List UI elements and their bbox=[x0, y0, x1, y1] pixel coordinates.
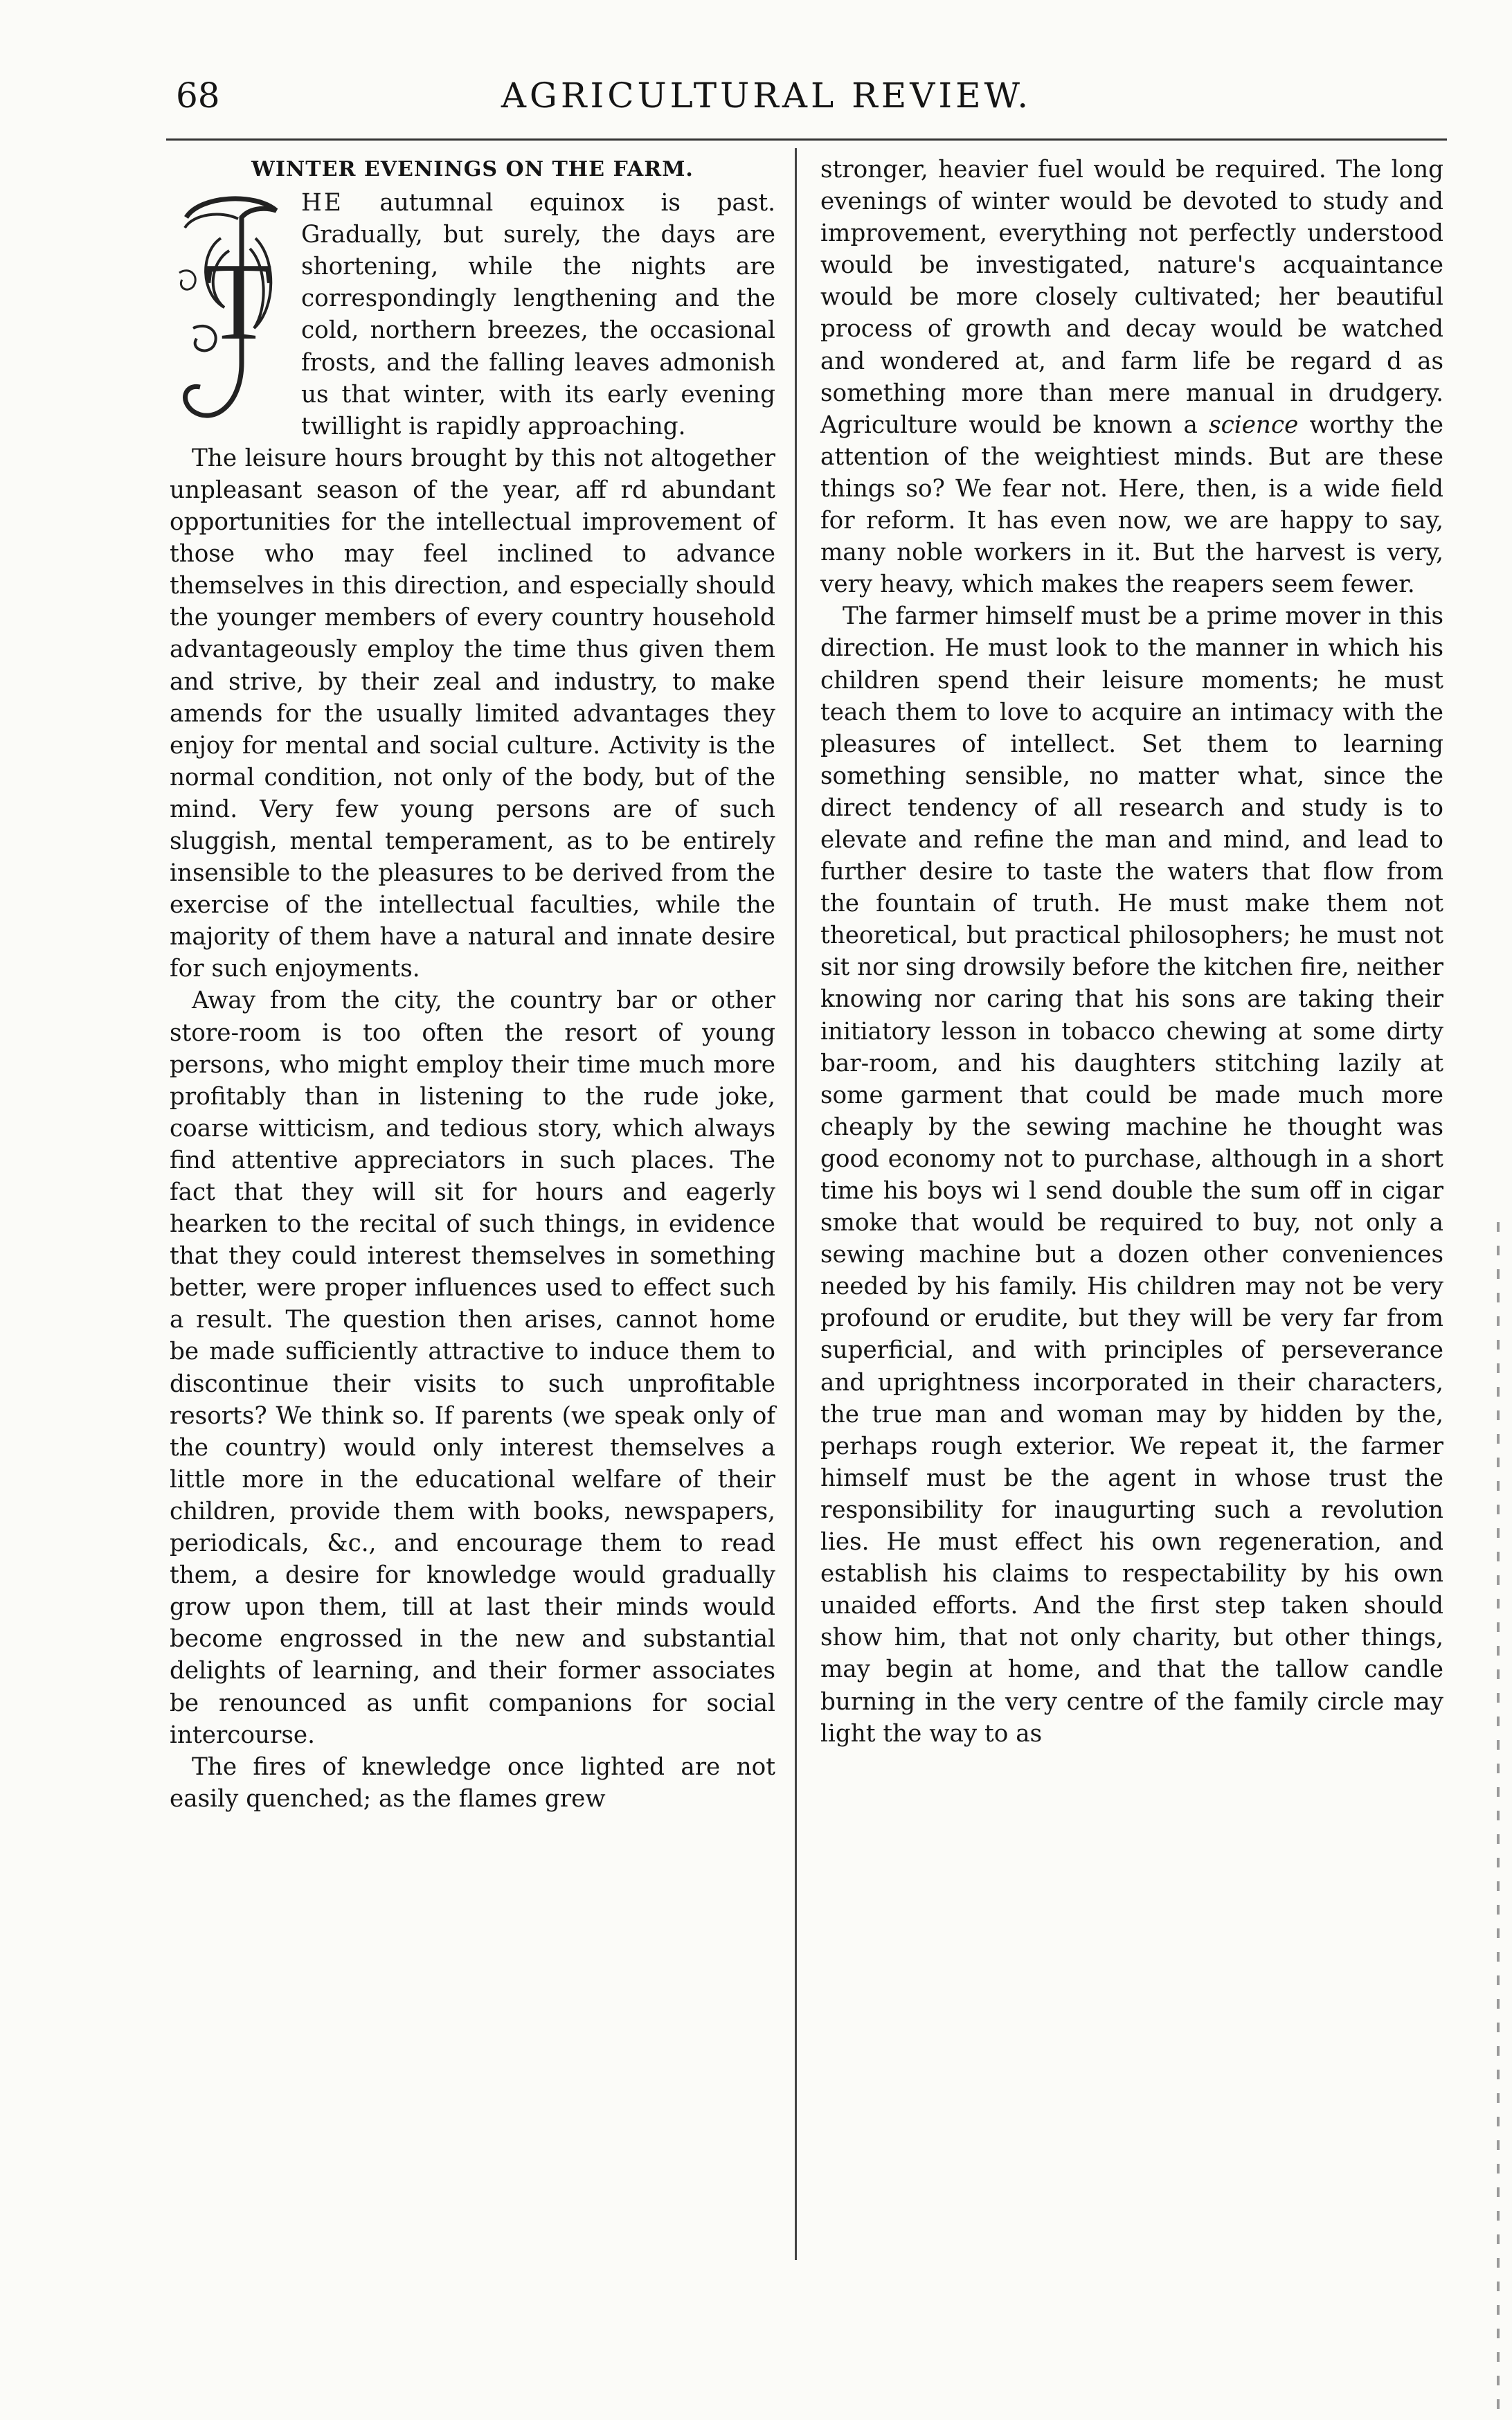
left-column bbox=[170, 154, 775, 1815]
paragraph-4-cont-b: worthy the attention of the weightiest minds. But are these things so? We fear not. Here, then, is a wide field for reform. It has even now, we are happy to say, many noble workers in it. But the harvest is very, very heavy, which makes the reapers seem fewer. bbox=[820, 411, 1443, 599]
ornamental-dropcap bbox=[172, 190, 283, 439]
paragraph-1 bbox=[170, 187, 775, 442]
paragraph-3: Away from the city, the country bar or other store-room is too often the resort of young persons, who might employ their time much more profitably than in listening to the rude joke, coarse witticism, and tedious story, which always find attentive appreciators in such places. The fact that they will sit for hours and eagerly hearken to the recital of such things, in evidence that they could interest themselves in something better, were proper influences used to effect such a result. The question then arises, cannot home be made sufficiently attractive to induce them to discontinue their visits to such unprofitable resorts? We think so. If parents (we speak only of the country) would only interest themselves a little more in the educational welfare of their children, provide them with books, newspapers, periodicals, &c., and encourage them to read them, a desire for knowledge would gradually grow upon them, till at last their minds would become engrossed in the new and substantial delights of learning, and their former associates be renounced as unfit companions for social intercourse. bbox=[170, 987, 775, 1749]
header-rule bbox=[166, 138, 1447, 141]
paragraph-5: The farmer himself must be a prime mover in this direction. He must look to the manner in which his children spend their leisure moments; he must teach them to love to acquire an intimacy with the pleasures of intellect. Set them to learning something sensible, no matter what, since the direct tendency of all research and study is to elevate and refine the man and mind, and lead to further desire to taste the waters that flow from the fountain of truth. He must make them not theoretical, but practical philosophers; he must not sit nor sing drowsily before the kitchen fire, neither knowing nor caring that his sons are taking their initiatory lesson in tobacco chewing at some dirty bar-room, and his daughters stitching lazily at some garment that could be made much more cheaply by the sewing machine he thought was good economy not to purchase, although in a short time his boys wi l send double the sum off in cigar smoke that would be required to buy, not only a sewing machine but a dozen other conveniences needed by his family. His children may not be very profound or erudite, but they will be very far from superficial, and with principles of perseverance and uprightness incorporated in their characters, the true man and woman may by hidden by the, perhaps rough exterior. We repeat it, the farmer himself must be the agent in whose trust the responsibility for inaugurting such a revolution lies. He must effect his own regeneration, and establish his claims to respectability by his own unaided efforts. And the first step taken should show him, that not only charity, but other things, may begin at home, and that the tallow candle burning in the very centre of the family circle may light the way to as bbox=[820, 602, 1443, 1748]
running-title: AGRICULTURAL REVIEW. bbox=[501, 75, 1032, 116]
science-italic: science bbox=[1209, 411, 1299, 439]
paragraph-4: The fires of knewledge once lighted are not easily quenched; as the flames grew bbox=[170, 1753, 775, 1813]
column-divider bbox=[795, 148, 797, 2260]
article-title: WINTER EVENINGS ON THE FARM. bbox=[251, 157, 694, 181]
page-edge-mark bbox=[1497, 1222, 1500, 2413]
paragraph-1-text: autumnal equinox is past. Gradually, but surely, the days are shortening, while the nights are correspondingly lengthening and the cold, northern breezes, the occasional frosts, and the falling leaves admonish us that winter, with its early evening twillight is rapidly approaching. bbox=[301, 189, 776, 440]
right-column bbox=[820, 154, 1443, 1750]
paragraph-4-continued bbox=[820, 154, 1443, 600]
paragraph-2: The leisure hours brought by this not altogether unpleasant season of the year, aff rd abundant opportunities for the intellectual improvement of those who may feel inclined to advance themselves in this direction, and especially should the younger members of every country household advantageously employ the time thus given them and strive, by their zeal and industry, to make amends for the usually limited advantages they enjoy for mental and social culture. Activity is the normal condition, not only of the body, but of the mind. Very few young persons are of such sluggish, mental temperament, as to be entirely insensible to the pleasures to be derived from the exercise of the intellectual faculties, while the majority of them have a natural and innate desire for such enjoyments. bbox=[170, 444, 775, 983]
paragraph-4-cont-a: stronger, heavier fuel would be required. The long evenings of winter would be devoted to study and improvement, everything not perfectly understood would be investigated, nature's acquaintance would be more closely cultivated; her beautiful process of growth and decay would be watched and wondered at, and farm life be regard d as something more than mere manual in drudgery. Agriculture would be known a bbox=[820, 156, 1443, 439]
page-number: 68 bbox=[176, 75, 220, 116]
dropcap-letter: T bbox=[205, 240, 273, 364]
first-word: HE bbox=[301, 189, 343, 217]
